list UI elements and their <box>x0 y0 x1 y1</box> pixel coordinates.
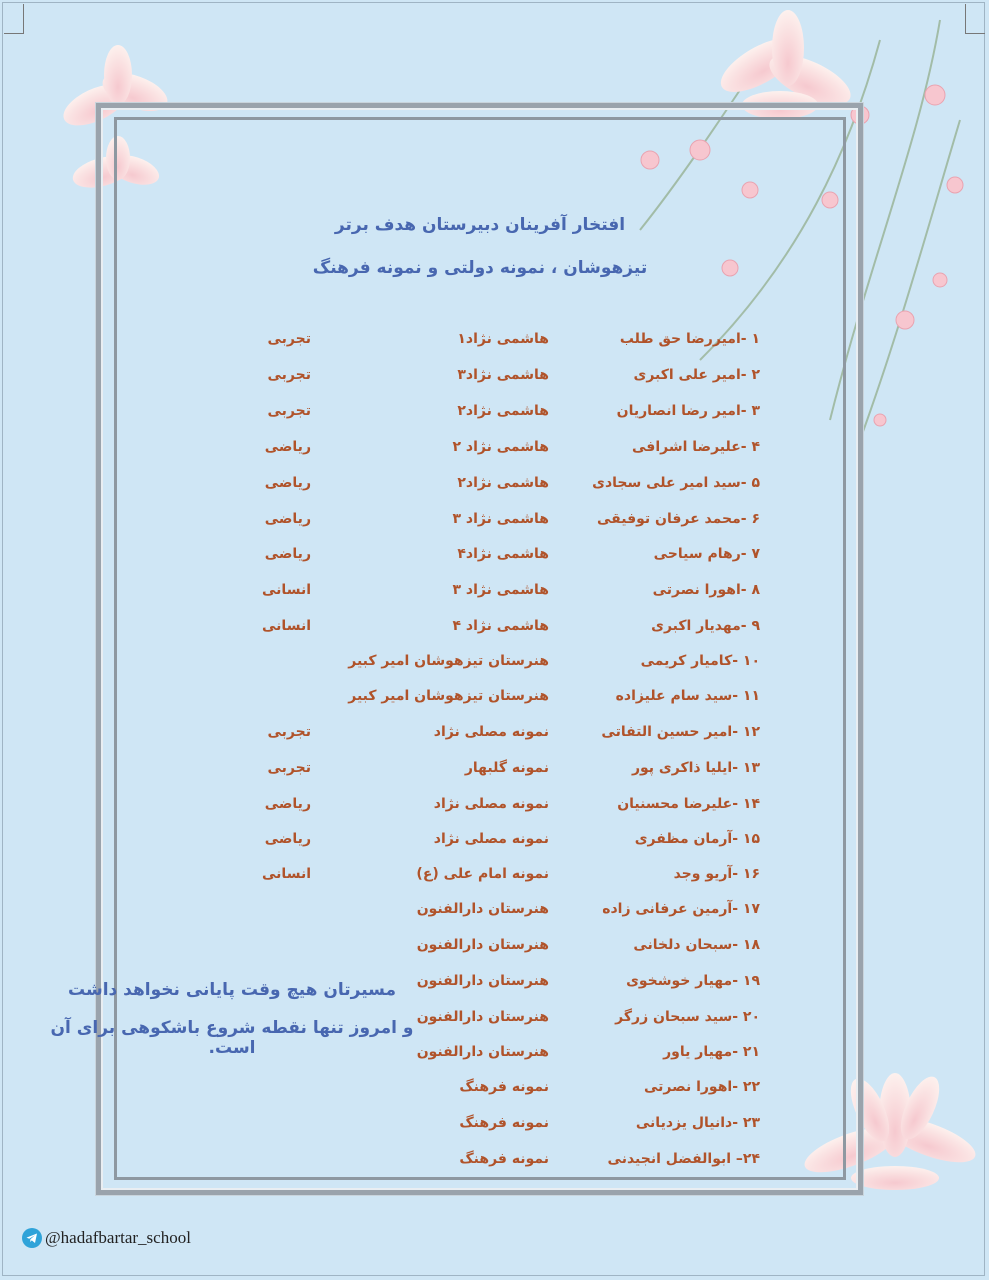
list-item <box>0 901 989 931</box>
list-item <box>0 831 989 861</box>
student-name: ۱۴ -علیرضا محسنیان <box>617 796 760 812</box>
student-name: ۱ -امیررضا حق طلب <box>619 331 760 347</box>
list-item <box>0 1079 989 1109</box>
study-field: تجربی <box>267 367 311 383</box>
footer <box>22 1228 191 1248</box>
student-name: ۱۸ -سبحان دلخانی <box>633 937 760 953</box>
telegram-icon <box>22 1228 42 1248</box>
school-name: نمونه مصلی نژاد <box>433 831 549 847</box>
list-item <box>0 760 989 790</box>
study-field: ریاضی <box>264 511 311 527</box>
list-item <box>0 403 989 433</box>
study-field: تجربی <box>267 760 311 776</box>
student-name: ۲۴– ابوالفضل انجیدنی <box>607 1151 760 1167</box>
student-name: ۱۲ -امیر حسین التفاتی <box>601 724 760 740</box>
study-field: ریاضی <box>264 475 311 491</box>
school-name: نمونه فرهنگ <box>459 1151 549 1167</box>
school-name: هنرستان دارالفنون <box>416 1009 549 1025</box>
school-name: هاشمی نژاد ۴ <box>452 618 549 634</box>
study-field: ریاضی <box>264 796 311 812</box>
school-name: نمونه فرهنگ <box>459 1115 549 1131</box>
school-name: هاشمی نژاد ۲ <box>452 439 549 455</box>
school-name: هنرستان دارالفنون <box>416 1044 549 1060</box>
school-name: هاشمی نژاد۴ <box>457 546 549 562</box>
list-item <box>0 367 989 397</box>
list-item <box>0 546 989 576</box>
list-item <box>0 653 989 683</box>
study-field: تجربی <box>267 403 311 419</box>
list-item <box>0 511 989 541</box>
school-name: هاشمی نژاد۳ <box>457 367 549 383</box>
student-name: ۷ -رهام سیاحی <box>653 546 760 562</box>
school-name: هنرستان دارالفنون <box>416 937 549 953</box>
school-name: نمونه گلبهار <box>464 760 549 776</box>
list-item <box>0 724 989 754</box>
student-name: ۶ -محمد عرفان توفیقی <box>596 511 760 527</box>
school-name: هنرستان تیزهوشان امیر کبیر <box>348 688 549 704</box>
list-item <box>0 1151 989 1181</box>
student-name: ۲۲ -اهورا نصرتی <box>644 1079 760 1095</box>
study-field: تجربی <box>267 724 311 740</box>
list-item <box>0 331 989 361</box>
student-name: ۲ -امیر علی اکبری <box>633 367 760 383</box>
list-item <box>0 688 989 718</box>
school-name: هاشمی نژاد ۳ <box>452 511 549 527</box>
school-name: نمونه فرهنگ <box>459 1079 549 1095</box>
school-name: هنرستان دارالفنون <box>416 901 549 917</box>
motto-line-1: مسیرتان هیچ وقت پایانی نخواهد داشت <box>68 980 396 1000</box>
student-name: ۵ -سید امیر علی سجادی <box>592 475 760 491</box>
page-subtitle: تیزهوشان ، نمونه دولتی و نمونه فرهنگ <box>312 258 648 278</box>
study-field: انسانی <box>262 582 311 598</box>
list-item <box>0 618 989 648</box>
study-field: ریاضی <box>264 831 311 847</box>
school-name: هنرستان دارالفنون <box>416 973 549 989</box>
school-name: هاشمی نژاد ۳ <box>452 582 549 598</box>
student-name: ۱۱ -سید سام علیزاده <box>615 688 760 704</box>
school-name: نمونه امام علی (ع) <box>416 866 549 882</box>
motto-line-2: و امروز تنها نقطه شروع باشکوهی برای آن است. <box>50 1018 414 1058</box>
channel-handle[interactable]: @hadafbartar_school <box>45 1228 191 1247</box>
list-item <box>0 796 989 826</box>
student-name: ۹ -مهدیار اکبری <box>651 618 760 634</box>
student-name: ۲۰ -سید سبحان زرگر <box>615 1009 760 1025</box>
student-name: ۱۶ -آریو وجد <box>673 866 760 882</box>
student-name: ۲۱ -مهیار یاور <box>663 1044 760 1060</box>
list-item <box>0 866 989 896</box>
student-name: ۲۳ -دانیال یزدیانی <box>635 1115 760 1131</box>
study-field: انسانی <box>262 866 311 882</box>
school-name: هاشمی نژاد۲ <box>457 403 549 419</box>
student-name: ۸ -اهورا نصرتی <box>652 582 760 598</box>
school-name: هنرستان تیزهوشان امیر کبیر <box>348 653 549 669</box>
list-item <box>0 582 989 612</box>
student-name: ۱۷ -آرمین عرفانی زاده <box>602 901 760 917</box>
school-name: هاشمی نژاد۱ <box>457 331 549 347</box>
study-field: تجربی <box>267 331 311 347</box>
list-item <box>0 439 989 469</box>
school-name: نمونه مصلی نژاد <box>433 724 549 740</box>
student-name: ۳ -امیر رضا انصاریان <box>616 403 760 419</box>
student-name: ۴ -علیرضا اشرافی <box>632 439 760 455</box>
school-name: نمونه مصلی نژاد <box>433 796 549 812</box>
list-item <box>0 937 989 967</box>
study-field: ریاضی <box>264 546 311 562</box>
study-field: ریاضی <box>264 439 311 455</box>
page-title: افتخار آفرینان دبیرستان هدف برتر <box>334 215 626 235</box>
student-name: ۱۹ -مهیار خوشخوی <box>626 973 760 989</box>
list-item <box>0 1115 989 1145</box>
list-item <box>0 475 989 505</box>
school-name: هاشمی نژاد۲ <box>457 475 549 491</box>
study-field: انسانی <box>262 618 311 634</box>
student-name: ۱۰ -کامیار کریمی <box>640 653 760 669</box>
student-name: ۱۳ -ایلیا ذاکری پور <box>631 760 760 776</box>
student-name: ۱۵ -آرمان مظفری <box>634 831 760 847</box>
